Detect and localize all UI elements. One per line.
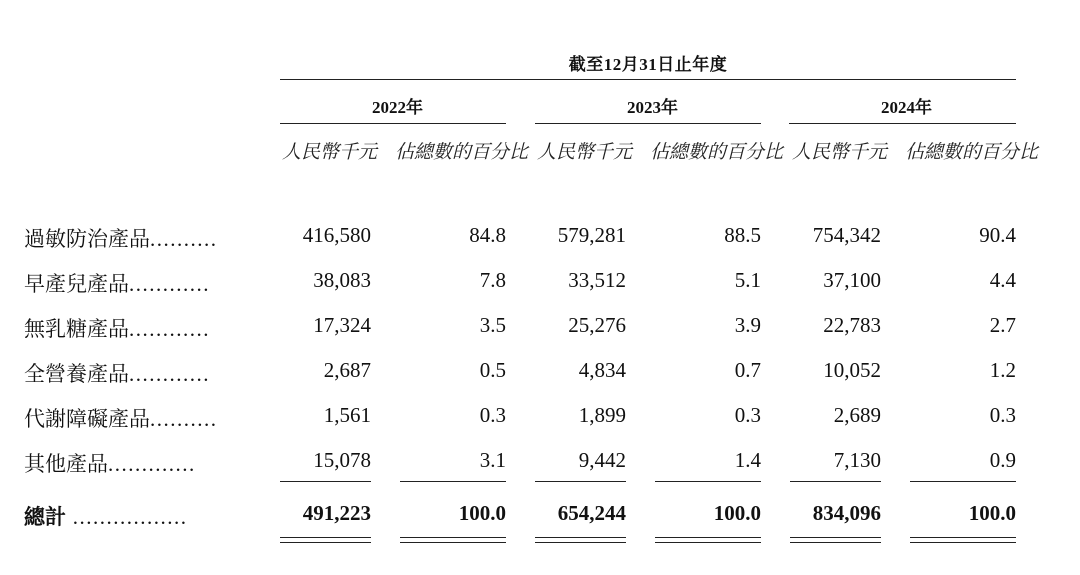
table-row-2-label (24, 268, 250, 298)
leader-dots: ............ (129, 317, 210, 341)
table-row-4-label-text: 全營養產品 (24, 362, 129, 386)
table-row-5-rmb-2024-cell: 2,689 (833, 403, 881, 427)
year-2023-heading: 2023年 (627, 98, 678, 117)
table-row-5-label (24, 403, 250, 433)
year-2022-heading: 2022年 (372, 98, 423, 117)
period-rule (280, 79, 1016, 80)
leader-dots: .......... (150, 227, 218, 251)
table-row-5-pct-2024-cell: 0.3 (989, 403, 1016, 427)
col-2023-pct-header: 佔總數的百分比 (650, 142, 784, 163)
table-row-2-pct-2022-cell: 7.8 (479, 268, 506, 292)
total-row-rmb-2023-cell: 654,244 (557, 501, 626, 525)
total-double-rule (535, 542, 626, 543)
table-row-1-pct-2024-cell: 90.4 (979, 223, 1016, 247)
total-row-label-text: 總計 (24, 505, 66, 529)
table-row-4-label (24, 358, 250, 388)
leader-dots: ................. (66, 505, 188, 529)
total-row-rmb-2024-cell: 834,096 (812, 501, 881, 525)
table-row-5-pct-2022-cell: 0.3 (479, 403, 506, 427)
table-row-1-pct-2022-cell: 84.8 (469, 223, 506, 247)
table-row-2-label-text: 早產兒產品 (24, 272, 129, 296)
total-row-pct-2023-cell: 100.0 (713, 501, 761, 525)
table-row-4-rmb-2023-cell: 4,834 (578, 358, 626, 382)
table-row-6-label-text: 其他產品 (24, 452, 108, 476)
table-row-4-pct-2022-cell: 0.5 (479, 358, 506, 382)
total-row-rmb-2022-cell: 491,223 (302, 501, 371, 525)
leader-dots: .......... (150, 407, 218, 431)
total-double-rule (400, 537, 506, 538)
total-row-label (24, 501, 250, 531)
total-row-pct-2022-cell: 100.0 (458, 501, 506, 525)
subtotal-rule (280, 481, 371, 482)
table-row-1-label-text: 過敏防治產品 (24, 227, 150, 251)
table-row-1-rmb-2023-cell: 579,281 (557, 223, 626, 247)
total-double-rule (400, 542, 506, 543)
table-row-1-label (24, 223, 250, 253)
table-row-3-rmb-2022-cell: 17,324 (313, 313, 371, 337)
year-2023-rule (535, 123, 761, 124)
table-row-3-label (24, 313, 250, 343)
table-row-4-pct-2023-cell: 0.7 (734, 358, 761, 382)
total-double-rule (655, 542, 761, 543)
table-row-3-pct-2024-cell: 2.7 (989, 313, 1016, 337)
table-row-5-label-text: 代謝障礙產品 (24, 407, 150, 431)
table-row-6-label (24, 448, 250, 478)
total-double-rule (790, 537, 881, 538)
total-double-rule (535, 537, 626, 538)
table-row-4-rmb-2022-cell: 2,687 (323, 358, 371, 382)
col-2022-pct-header: 佔總數的百分比 (395, 142, 529, 163)
total-double-rule (280, 542, 371, 543)
table-row-6-pct-2023-cell: 1.4 (734, 448, 761, 472)
table-row-1-rmb-2024-cell: 754,342 (812, 223, 881, 247)
table-row-5-rmb-2023-cell: 1,899 (578, 403, 626, 427)
total-row-pct-2024-cell: 100.0 (968, 501, 1016, 525)
table-row-6-pct-2022-cell: 3.1 (479, 448, 506, 472)
total-double-rule (655, 537, 761, 538)
total-double-rule (280, 537, 371, 538)
col-2024-rmb-header: 人民幣千元 (792, 142, 888, 163)
total-double-rule (910, 542, 1016, 543)
table-row-3-pct-2023-cell: 3.9 (734, 313, 761, 337)
table-row-3-pct-2022-cell: 3.5 (479, 313, 506, 337)
table-row-6-rmb-2022-cell: 15,078 (313, 448, 371, 472)
table-row-3-rmb-2023-cell: 25,276 (568, 313, 626, 337)
table-row-1-pct-2023-cell: 88.5 (724, 223, 761, 247)
year-2024-rule (789, 123, 1016, 124)
subtotal-rule (400, 481, 506, 482)
subtotal-rule (910, 481, 1016, 482)
subtotal-rule (535, 481, 626, 482)
table-row-2-pct-2023-cell: 5.1 (734, 268, 761, 292)
col-2023-rmb-header: 人民幣千元 (537, 142, 633, 163)
leader-dots: ............ (129, 362, 210, 386)
table-row-6-rmb-2024-cell: 7,130 (833, 448, 881, 472)
total-double-rule (910, 537, 1016, 538)
subtotal-rule (790, 481, 881, 482)
table-row-5-pct-2023-cell: 0.3 (734, 403, 761, 427)
table-row-1-rmb-2022-cell: 416,580 (302, 223, 371, 247)
table-row-3-rmb-2024-cell: 22,783 (823, 313, 881, 337)
table-row-3-label-text: 無乳糖產品 (24, 317, 129, 341)
subtotal-rule (655, 481, 761, 482)
table-row-5-rmb-2022-cell: 1,561 (323, 403, 371, 427)
col-2022-rmb-header: 人民幣千元 (282, 142, 378, 163)
period-heading: 截至12月31日止年度 (568, 55, 728, 74)
leader-dots: ............ (129, 272, 210, 296)
table-row-4-rmb-2024-cell: 10,052 (823, 358, 881, 382)
table-row-2-rmb-2023-cell: 33,512 (568, 268, 626, 292)
leader-dots: ............. (108, 452, 196, 476)
table-row-4-pct-2024-cell: 1.2 (989, 358, 1016, 382)
total-double-rule (790, 542, 881, 543)
year-2024-heading: 2024年 (881, 98, 932, 117)
table-row-2-rmb-2022-cell: 38,083 (313, 268, 371, 292)
year-2022-rule (280, 123, 506, 124)
col-2024-pct-header: 佔總數的百分比 (905, 142, 1039, 163)
table-row-6-pct-2024-cell: 0.9 (989, 448, 1016, 472)
table-row-2-rmb-2024-cell: 37,100 (823, 268, 881, 292)
table-row-2-pct-2024-cell: 4.4 (989, 268, 1016, 292)
table-row-6-rmb-2023-cell: 9,442 (578, 448, 626, 472)
